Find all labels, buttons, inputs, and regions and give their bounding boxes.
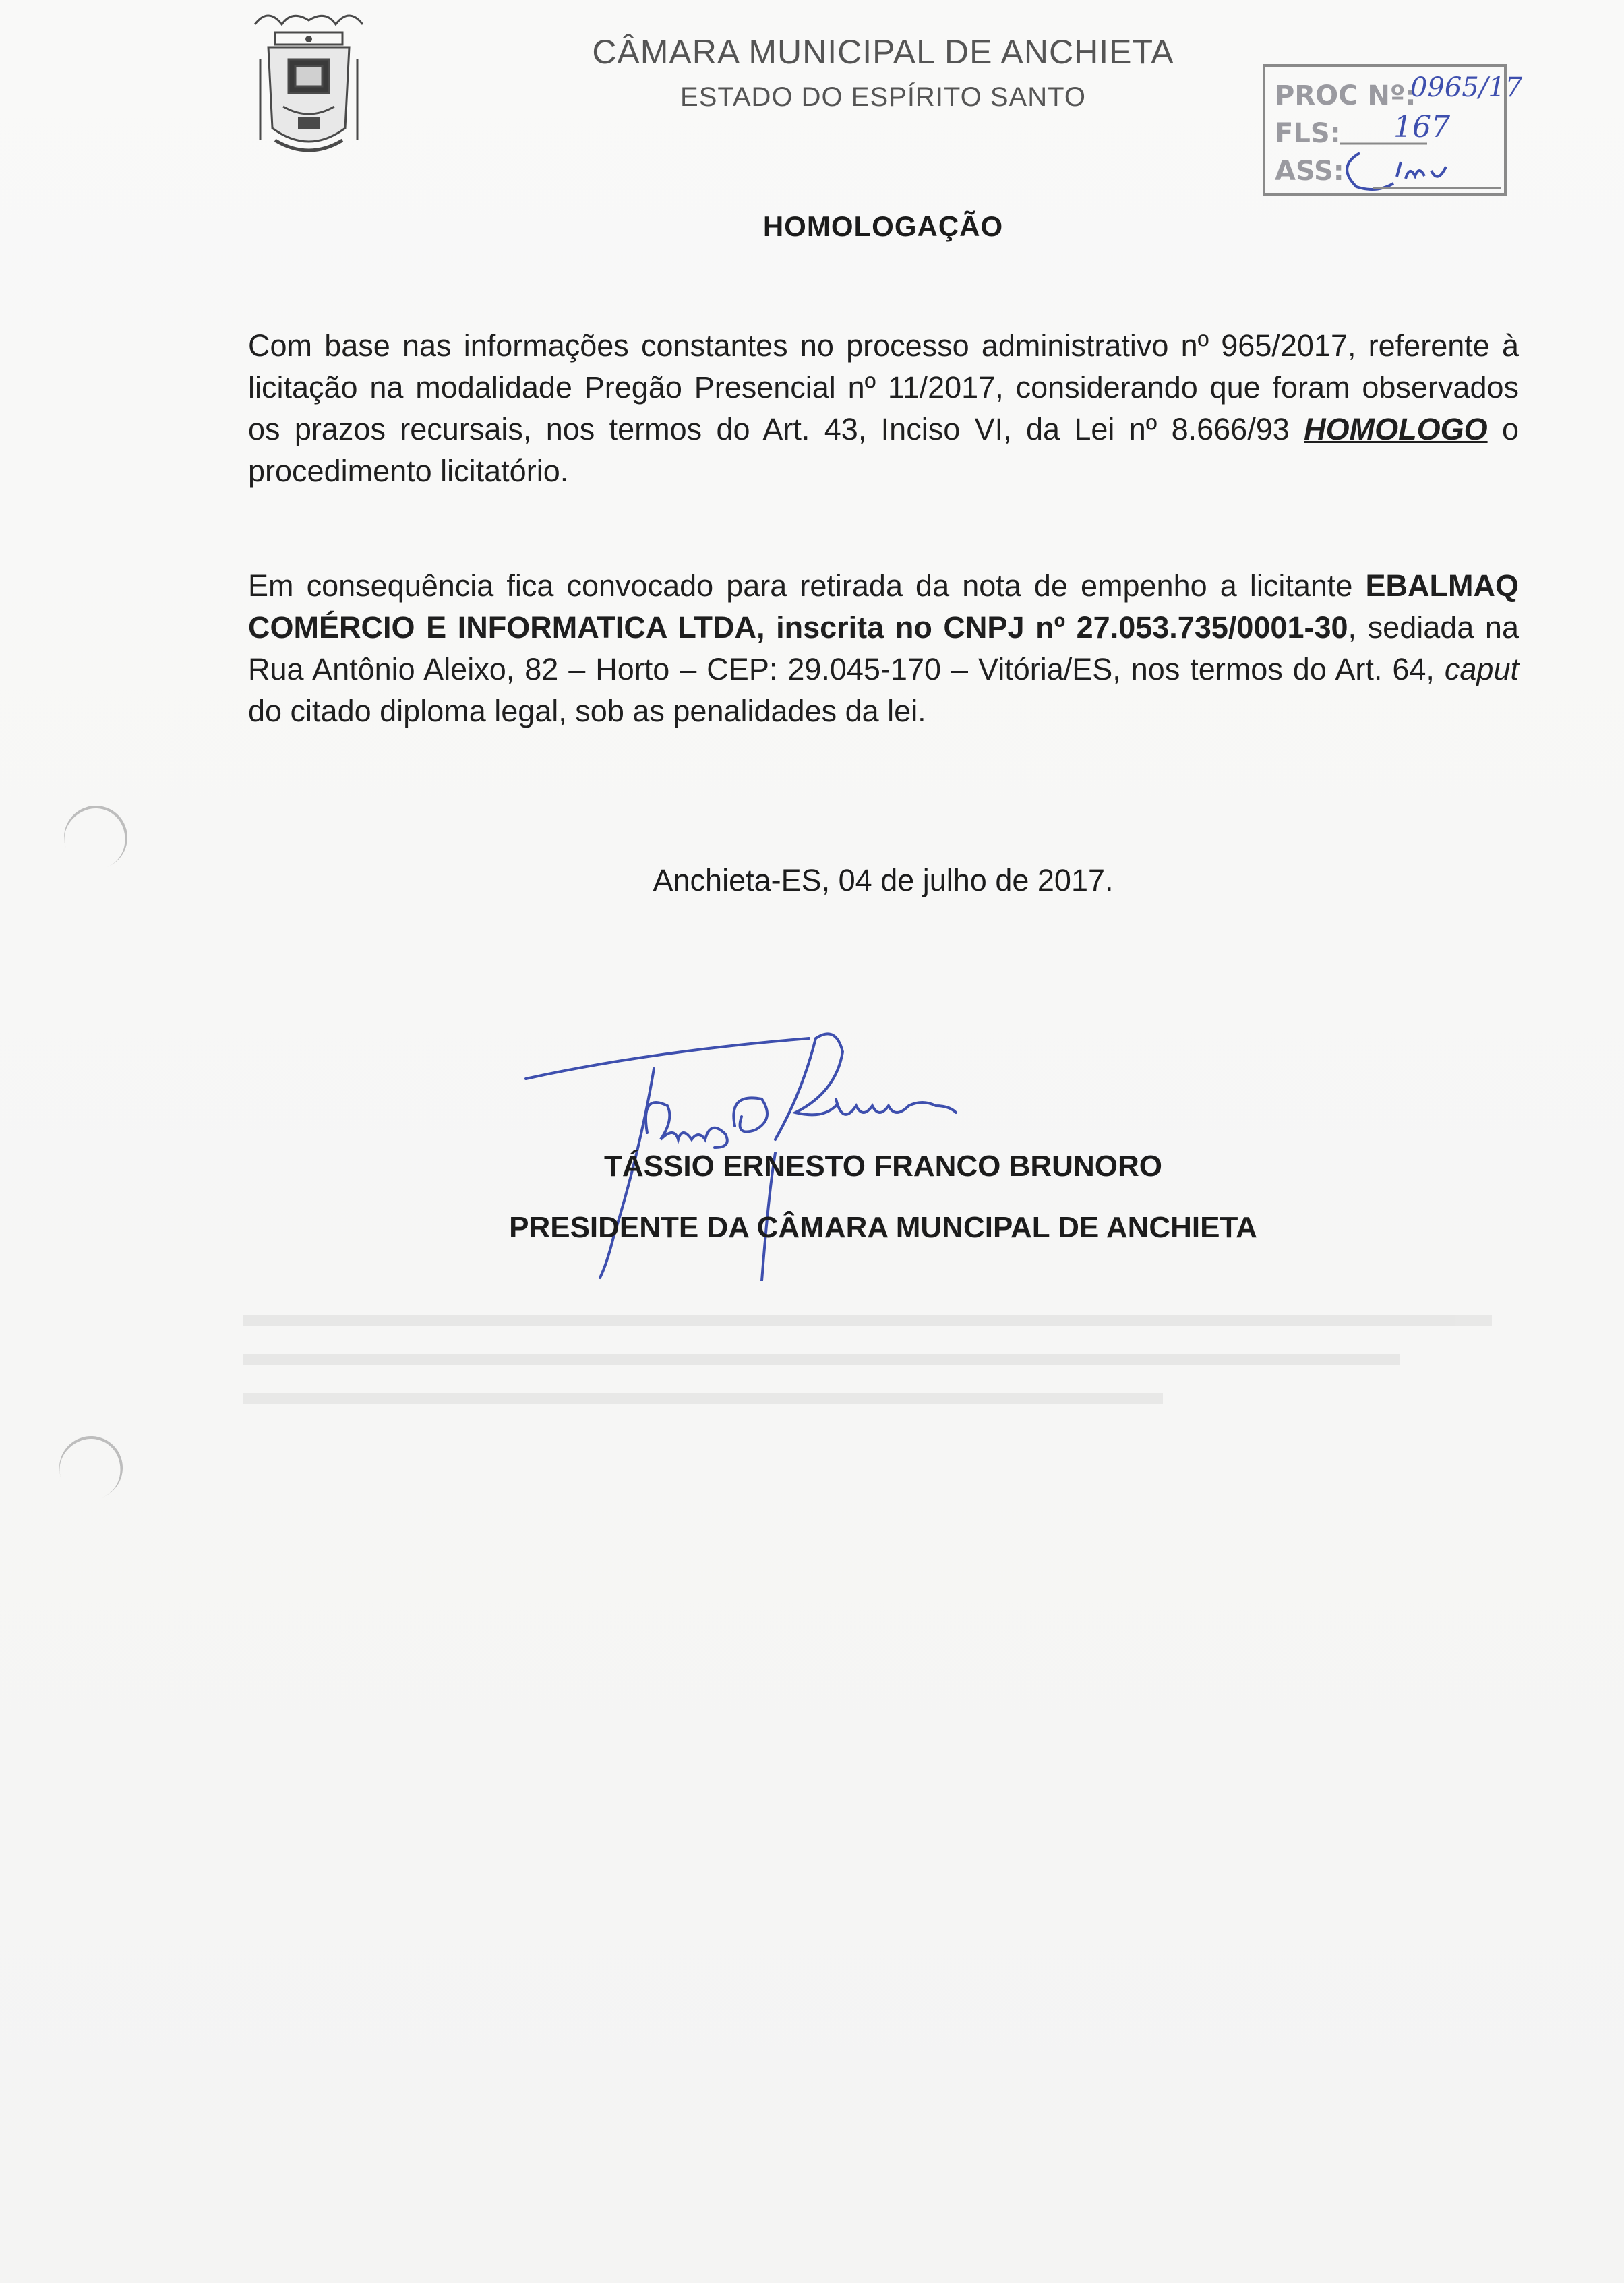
institution-name: CÂMARA MUNICIPAL DE ANCHIETA — [592, 33, 1174, 71]
signatory-role: PRESIDENTE DA CÂMARA MUNCIPAL DE ANCHIETA — [509, 1211, 1257, 1244]
paragraph-2-tail: do citado diploma legal, sob as penalidades da lei. — [248, 694, 926, 728]
stamp-initials-icon — [1333, 146, 1505, 194]
stamp-proc-label: PROC Nº: — [1275, 80, 1416, 111]
paragraph-homologation — [248, 325, 1519, 492]
stamp-proc-row — [1275, 80, 1416, 111]
stamp-ass-label: ASS: — [1275, 156, 1344, 187]
paragraph-1-tail: o procedimento licitatório. — [248, 412, 1519, 488]
bleed-through-text — [243, 1315, 1557, 1436]
punch-hole-mark — [51, 1427, 131, 1508]
paragraph-convocation — [248, 565, 1519, 732]
caput-term: caput — [1444, 652, 1519, 686]
paragraph-2-lead: Em consequência fica convocado para retirada da nota de empenho a licitante — [248, 568, 1353, 603]
stamp-fls-label: FLS: — [1275, 118, 1341, 149]
homologo-emphasis: HOMOLOGO — [1304, 412, 1488, 446]
stamp-fls-row — [1275, 118, 1341, 149]
paragraph-2-mid: , sediada na Rua Antônio Aleixo, 82 – Horto – CEP: 29.045-170 – Vitória/ES, nos termos do Art. 64, — [248, 610, 1519, 686]
state-name: ESTADO DO ESPÍRITO SANTO — [680, 82, 1086, 112]
stamp-fls-value: 167 — [1393, 110, 1450, 144]
company-identification: EBALMAQ COMÉRCIO E INFORMATICA LTDA, inscrita no CNPJ nº 27.053.735/0001-30 — [248, 568, 1519, 645]
document-title: HOMOLOGAÇÃO — [762, 210, 1004, 242]
signatory-name: TÁSSIO ERNESTO FRANCO BRUNORO — [604, 1150, 1162, 1183]
place-and-date: Anchieta-ES, 04 de julho de 2017. — [653, 863, 1114, 897]
protocol-stamp — [1263, 64, 1523, 196]
stamp-proc-value: 0965/17 — [1410, 72, 1523, 103]
paragraph-1-text: Com base nas informações constantes no processo administrativo nº 965/2017, referente à licitação na modalidade Pregão Presencial nº 11/2017, considerando que foram observados os prazos recursais, nos termos do Art. 43, Inciso VI, da Lei nº 8.666/93 — [248, 328, 1519, 446]
